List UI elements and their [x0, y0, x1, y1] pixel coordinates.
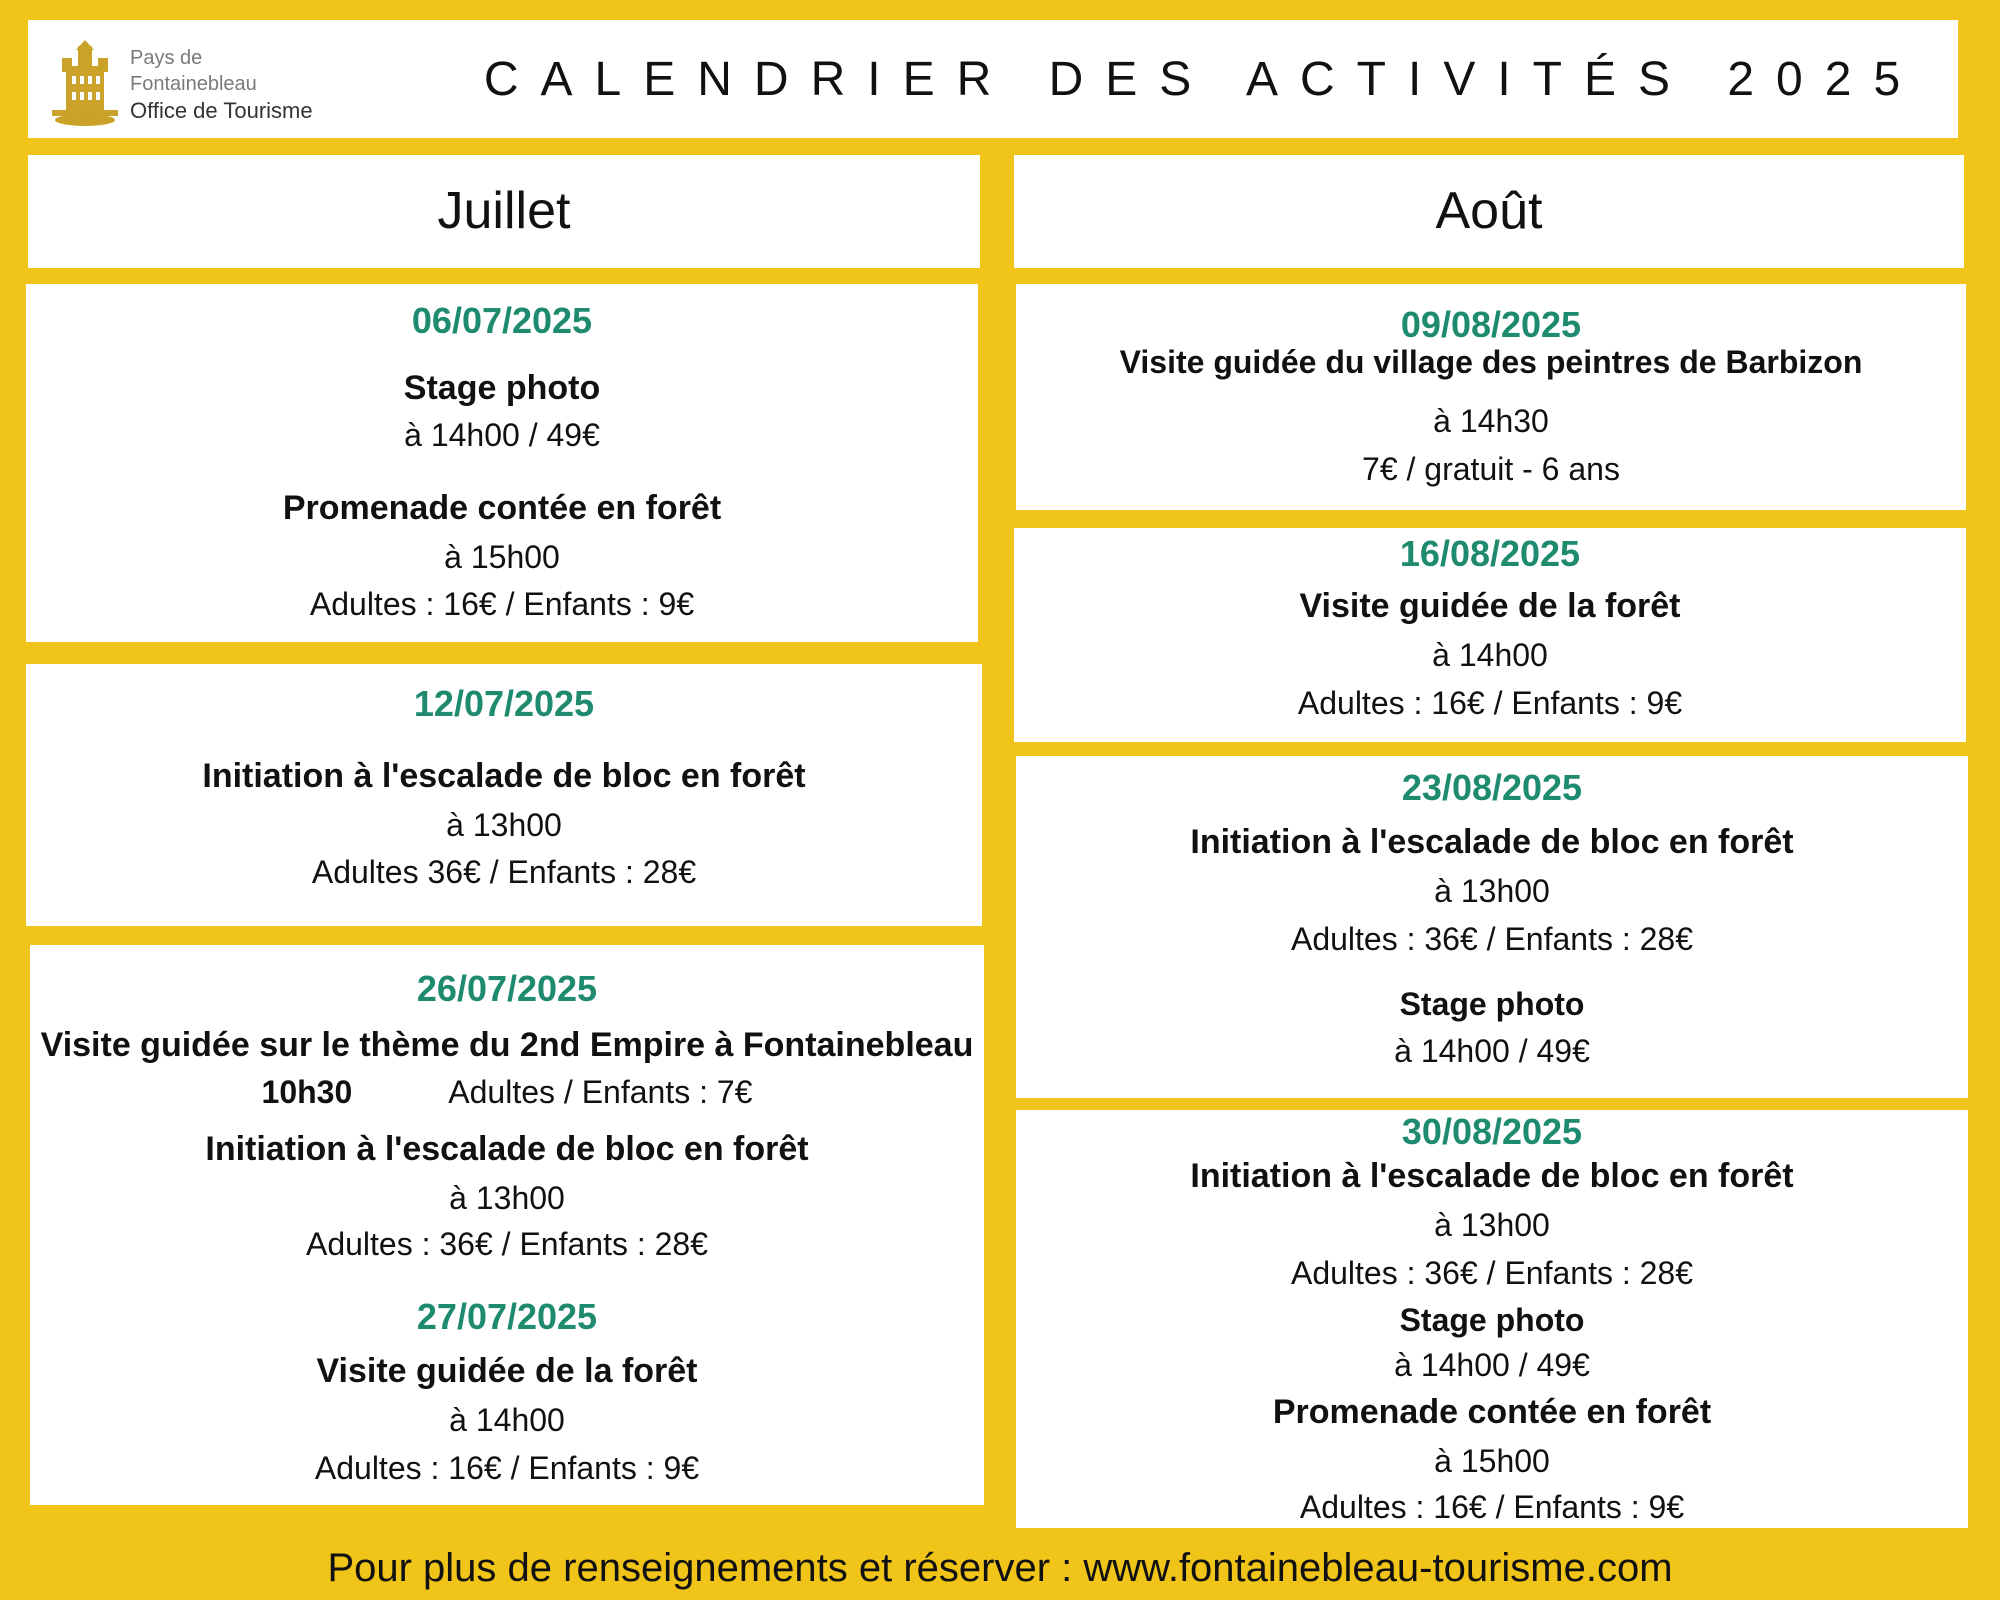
- logo-line1: Pays de: [130, 47, 203, 69]
- event-card-july-12: [26, 664, 982, 926]
- activity-title: Visite guidée du village des peintres de Barbizon: [1119, 344, 1863, 380]
- activity-price: Adultes : 36€ / Enfants : 28€: [1290, 1255, 1694, 1291]
- activity-title: Visite guidée sur le thème du 2nd Empire à Fontainebleau: [40, 1026, 974, 1064]
- activity-schedule: [30, 1069, 984, 1115]
- activity-title: Initiation à l'escalade de bloc en forêt: [205, 1130, 809, 1168]
- logo-line3: Office de Tourisme: [130, 98, 313, 123]
- activity-title: Promenade contée en forêt: [1272, 1393, 1712, 1431]
- month-title-august: Août: [1435, 182, 1543, 240]
- activity-title: Initiation à l'escalade de bloc en forêt: [1190, 1157, 1794, 1195]
- event-date: 09/08/2025: [1400, 304, 1582, 345]
- page-title: CALENDRIER DES ACTIVITÉS 2025: [483, 53, 1923, 106]
- logo: [52, 40, 332, 130]
- month-title-july: Juillet: [437, 182, 571, 240]
- event-card-august-30: [1016, 1110, 1968, 1528]
- activity-info: à 14h00 / 49€: [404, 417, 600, 453]
- activity-title: Visite guidée de la forêt: [316, 1352, 698, 1390]
- logo-line2: Fontainebleau: [130, 73, 257, 95]
- activity-time: à 13h00: [449, 1180, 565, 1216]
- activity-time: à 14h00: [449, 1402, 565, 1438]
- event-date: 27/07/2025: [416, 1296, 598, 1337]
- activity-title: Promenade contée en forêt: [282, 489, 722, 527]
- event-card-july-06: [26, 284, 978, 642]
- activity-price: Adultes : 16€ / Enfants : 9€: [1297, 685, 1683, 721]
- event-card-august-09: [1016, 284, 1966, 510]
- activity-time: à 13h00: [1434, 873, 1550, 909]
- activity-title: Visite guidée de la forêt: [1299, 587, 1681, 625]
- activity-price: Adultes : 16€ / Enfants : 9€: [1299, 1489, 1685, 1525]
- event-card-july-26-27: [30, 945, 984, 1505]
- castle-icon: [52, 40, 122, 126]
- event-date: 06/07/2025: [411, 300, 593, 341]
- activity-price: Adultes / Enfants : 7€: [448, 1074, 753, 1110]
- activity-price: Adultes 36€ / Enfants : 28€: [311, 854, 697, 890]
- activity-price: Adultes : 36€ / Enfants : 28€: [305, 1226, 709, 1262]
- activity-title: Stage photo: [403, 369, 601, 407]
- event-card-august-23: [1016, 756, 1968, 1098]
- activity-time: à 14h30: [1433, 403, 1549, 439]
- activity-time: à 13h00: [446, 807, 562, 843]
- activity-price: Adultes : 16€ / Enfants : 9€: [314, 1450, 700, 1486]
- footer-contact: Pour plus de renseignements et réserver : www.fontainebleau-tourisme.com: [327, 1546, 1673, 1590]
- activity-time: 10h30: [261, 1074, 353, 1110]
- activity-time: à 14h00: [1432, 637, 1548, 673]
- activity-title: Initiation à l'escalade de bloc en forêt: [1190, 823, 1794, 861]
- activity-time: à 15h00: [444, 539, 560, 575]
- event-date: 26/07/2025: [416, 968, 598, 1009]
- month-header-august: [1014, 155, 1964, 268]
- activity-time: à 15h00: [1434, 1443, 1550, 1479]
- activity-title: Initiation à l'escalade de bloc en forêt: [202, 757, 806, 795]
- activity-title: Stage photo: [1399, 1302, 1585, 1338]
- activity-info: à 14h00 / 49€: [1394, 1347, 1590, 1383]
- activity-price: Adultes : 16€ / Enfants : 9€: [309, 586, 695, 622]
- event-date: 23/08/2025: [1401, 767, 1583, 808]
- activity-info: à 14h00 / 49€: [1394, 1033, 1590, 1069]
- event-date: 16/08/2025: [1399, 533, 1581, 574]
- month-header-july: [28, 155, 980, 268]
- event-card-august-16: [1014, 528, 1966, 742]
- activity-price: Adultes : 36€ / Enfants : 28€: [1290, 921, 1694, 957]
- event-date: 12/07/2025: [413, 683, 595, 724]
- header-banner: [28, 20, 1958, 138]
- activity-time: à 13h00: [1434, 1207, 1550, 1243]
- activity-title: Stage photo: [1399, 986, 1585, 1022]
- activity-price: 7€ / gratuit - 6 ans: [1362, 451, 1620, 487]
- event-date: 30/08/2025: [1401, 1111, 1583, 1152]
